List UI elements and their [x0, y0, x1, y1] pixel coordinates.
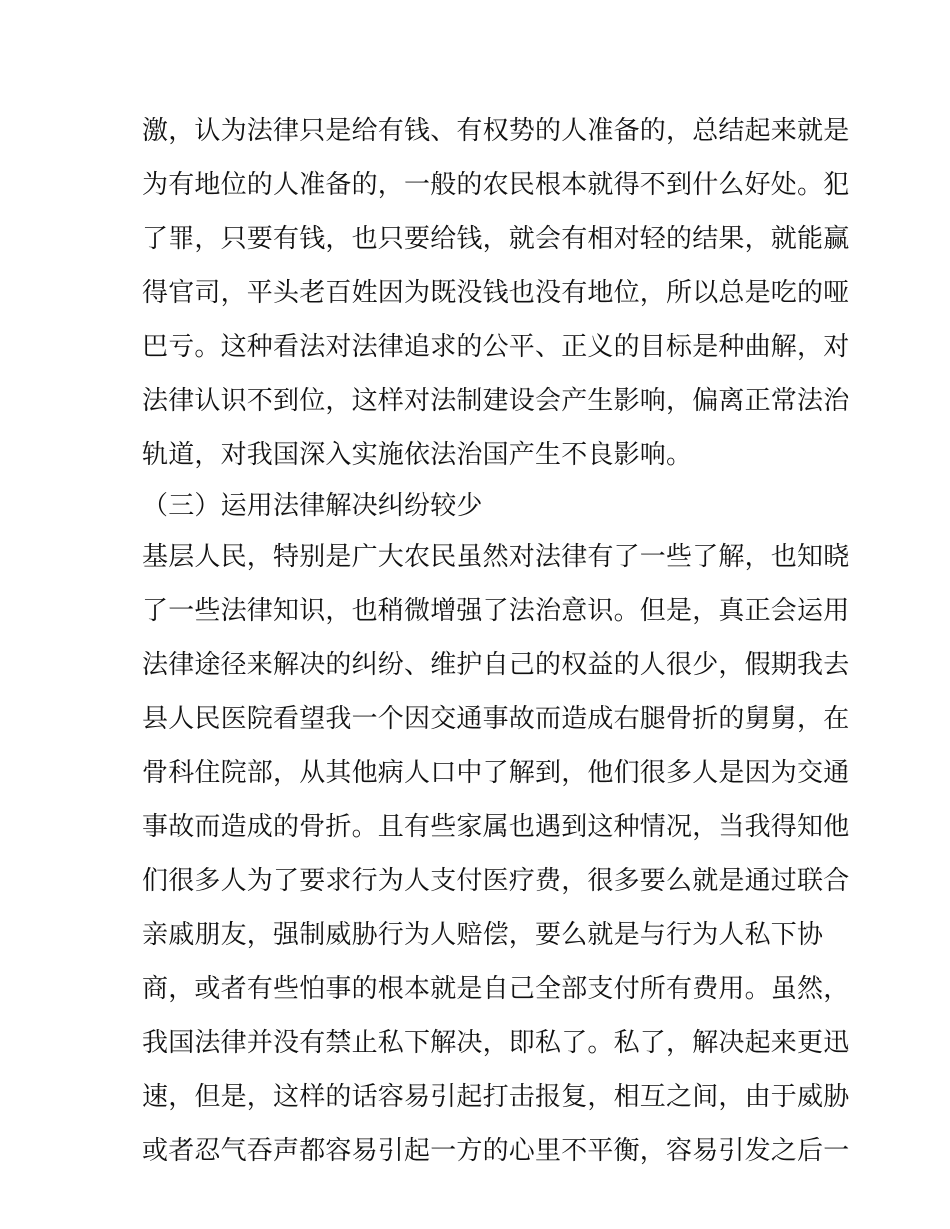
paragraph-line: 或者忍气吞声都容易引起一方的心里不平衡，容易引发之后一 — [142, 1136, 850, 1166]
paragraph-line: 得官司，平头老百姓因为既没钱也没有地位，所以总是吃的哑 — [142, 278, 850, 308]
paragraph-line: 们很多人为了要求行为人支付医疗费，很多要么就是通过联合 — [142, 866, 850, 896]
paragraph-line: 商，或者有些怕事的根本就是自己全部支付所有费用。虽然， — [142, 974, 850, 1004]
paragraph-line: 法律途径来解决的纠纷、维护自己的权益的人很少，假期我去 — [142, 650, 850, 680]
paragraph-line: 为有地位的人准备的，一般的农民根本就得不到什么好处。犯 — [142, 170, 850, 200]
paragraph-line: 巴亏。这种看法对法律追求的公平、正义的目标是种曲解，对 — [142, 332, 850, 362]
paragraph-line: 速，但是，这样的话容易引起打击报复，相互之间，由于威胁 — [142, 1082, 850, 1112]
paragraph-line: 事故而造成的骨折。且有些家属也遇到这种情况，当我得知他 — [142, 812, 850, 842]
paragraph-line: 轨道，对我国深入实施依法治国产生不良影响。 — [142, 440, 693, 470]
paragraph-line: 激，认为法律只是给有钱、有权势的人准备的，总结起来就是 — [142, 116, 850, 146]
section-heading: （三）运用法律解决纠纷较少 — [142, 491, 483, 521]
paragraph-line: 亲戚朋友，强制威胁行为人赔偿，要么就是与行为人私下协 — [142, 920, 824, 950]
paragraph-line: 我国法律并没有禁止私下解决，即私了。私了，解决起来更迅 — [142, 1028, 850, 1058]
paragraph-line: 了一些法律知识，也稍微增强了法治意识。但是，真正会运用 — [142, 596, 850, 626]
paragraph-line: 法律认识不到位，这样对法制建设会产生影响，偏离正常法治 — [142, 386, 850, 416]
paragraph-line: 骨科住院部，从其他病人口中了解到，他们很多人是因为交通 — [142, 758, 850, 788]
paragraph-line: 了罪，只要有钱，也只要给钱，就会有相对轻的结果，就能赢 — [142, 224, 850, 254]
paragraph-line: 县人民医院看望我一个因交通事故而造成右腿骨折的舅舅，在 — [142, 704, 850, 734]
paragraph-line: 基层人民，特别是广大农民虽然对法律有了一些了解，也知晓 — [142, 542, 850, 572]
